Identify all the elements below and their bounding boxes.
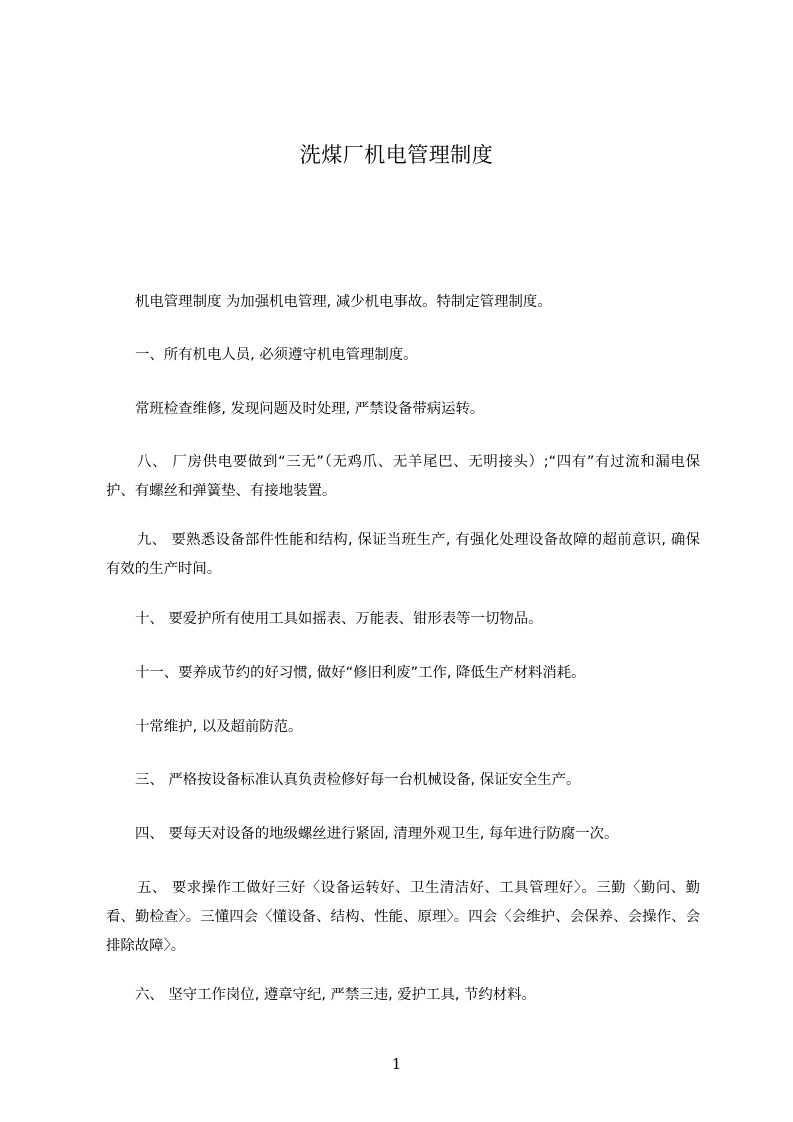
paragraph-maintenance: 十常维护, 以及超前防范。: [135, 719, 303, 735]
paragraph-rule-3: 三、 严格按设备标准认真负责检修好每一台机械设备, 保证安全生产。: [135, 772, 581, 788]
paragraph-rule-11: 十一、要养成节约的好习惯, 做好“修旧利废”工作, 降低生产材料消耗。: [135, 665, 586, 681]
paragraph-routine-check: 常班检查维修, 发现问题及时处理, 严禁设备带病运转。: [135, 401, 485, 417]
document-title: 洗煤厂机电管理制度: [299, 143, 494, 167]
paragraph-rule-8: 八、 厂房供电要做到“三无”（无鸡爪、无羊尾巴、无明接头）;“四有”有过流和漏电保护、有螺丝和弹簧垫、有接地装置。: [106, 454, 700, 499]
paragraph-intro: 机电管理制度 为加强机电管理, 减少机电事故。特制定管理制度。: [135, 294, 552, 310]
paragraph-rule-9: 九、 要熟悉设备部件性能和结构, 保证当班生产, 有强化处理设备故障的超前意识, 确保有效的生产时间。: [106, 532, 700, 577]
paragraph-rule-1: 一、所有机电人员, 必须遵守机电管理制度。: [135, 347, 418, 363]
paragraph-rule-4: 四、 要每天对设备的地级螺丝进行紧固, 清理外观卫生, 每年进行防腐一次。: [135, 826, 619, 842]
paragraph-rule-10: 十、 要爱护所有使用工具如摇表、万能表、钳形表等一切物品。: [135, 611, 543, 627]
page-number: 1: [391, 1055, 402, 1073]
paragraph-rule-6: 六、 坚守工作岗位, 遵章守纪, 严禁三违, 爱护工具, 节约材料。: [135, 987, 536, 1003]
paragraph-rule-5: 五、 要求操作工做好三好〈设备运转好、卫生清洁好、工具管理好〉。三勤〈勤问、勤看、勤检查〉。三懂四会〈懂设备、结构、性能、原理〉。四会〈会维护、会保养、会操作、会排除故障〉。: [106, 880, 700, 954]
